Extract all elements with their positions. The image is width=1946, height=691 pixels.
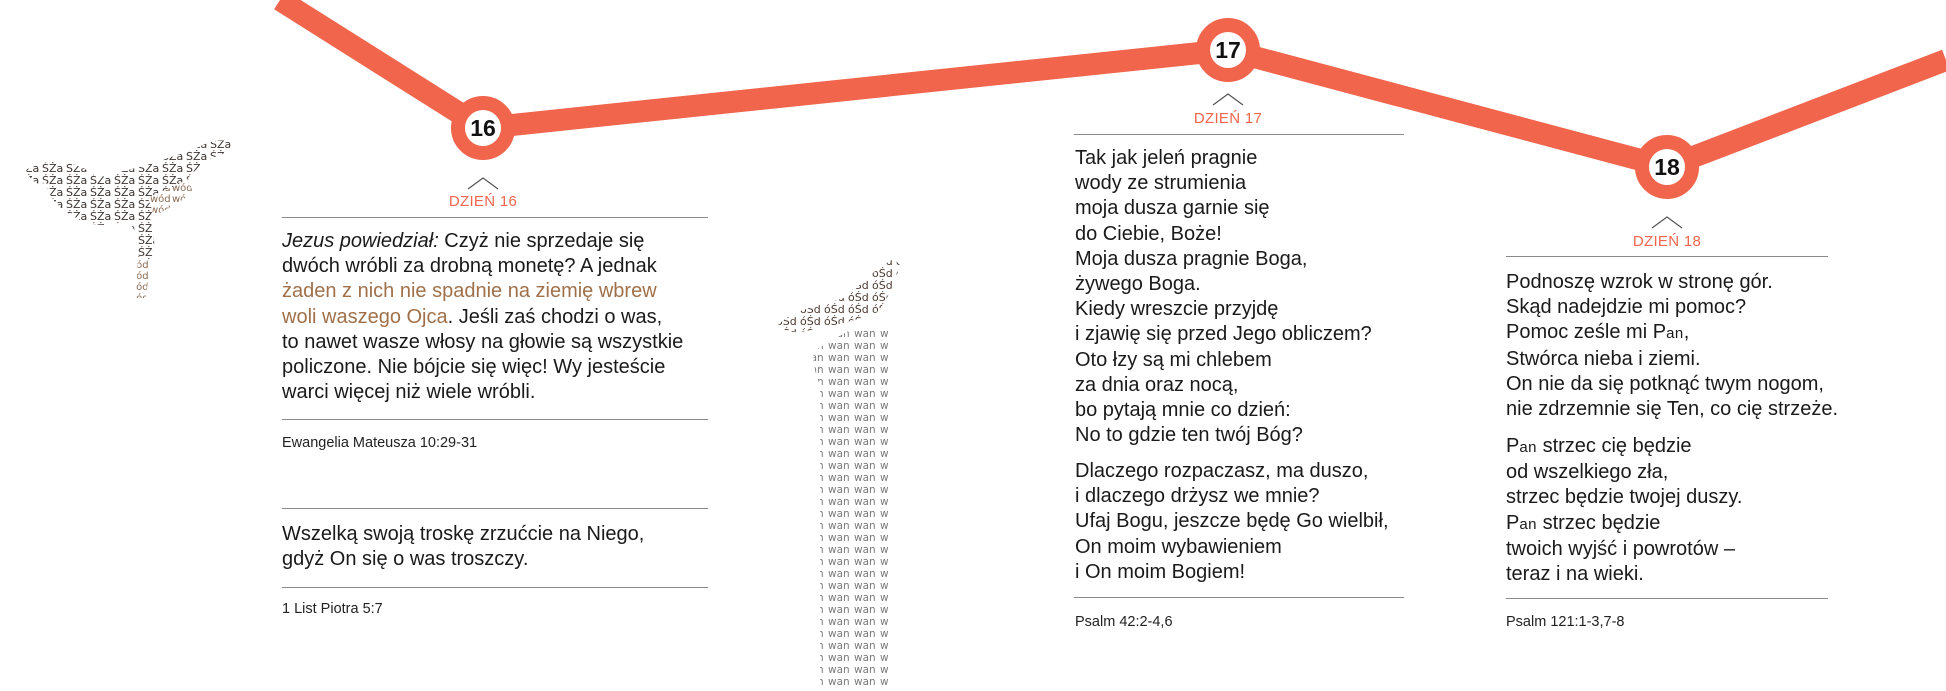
day-17-label: DZIEŃ 17 bbox=[1193, 110, 1263, 127]
divider bbox=[1074, 134, 1404, 135]
day-16-source-2: 1 List Piotra 5:7 bbox=[282, 601, 383, 617]
day-16-label: DZIEŃ 16 bbox=[448, 193, 518, 210]
divine-name-smallcaps: an bbox=[1519, 439, 1538, 456]
verse-text: , bbox=[1683, 321, 1690, 344]
verse-text: strzec cię będzie bbox=[1537, 435, 1692, 457]
verse-line bbox=[1506, 320, 1866, 346]
divine-name-smallcaps: an bbox=[1666, 325, 1684, 343]
divider bbox=[1074, 597, 1404, 598]
day-18-stanza-2 bbox=[1506, 434, 1866, 587]
day-18-marker bbox=[1635, 135, 1699, 199]
divider bbox=[1506, 598, 1828, 599]
verse-lines: Stwórca nieba i ziemi. On nie da się potknąć twym nogom, nie zdrzemnie się Ten, co cię strzeże. bbox=[1506, 347, 1839, 421]
day-16-number: 16 bbox=[470, 114, 496, 141]
caret-up-icon bbox=[1651, 215, 1683, 229]
day-18-source: Psalm 121:1-3,7-8 bbox=[1506, 614, 1625, 630]
day-16-passage-2: Wszelką swoją troskę zrzućcie na Niego, gdyż On się o was troszczy. bbox=[282, 523, 645, 571]
caret-up-icon bbox=[1212, 92, 1244, 106]
divine-name bbox=[1653, 321, 1684, 343]
passage-text: . Jeśli zaś chodzi o was, to nawet wasze włosy na głowie są wszystkie policzone. Nie bójcie się więc! Wy jesteście warci więcej niż wiele wróbli. bbox=[282, 305, 684, 404]
divider bbox=[1506, 256, 1828, 257]
day-18-label: DZIEŃ 18 bbox=[1632, 233, 1702, 250]
day-17-source: Psalm 42:2-4,6 bbox=[1075, 614, 1173, 630]
day-16-passage-1 bbox=[282, 229, 712, 405]
passage-text: Czyż nie sprzedaje się dwóch wróbli za drobną monetę? A jednak bbox=[282, 230, 657, 278]
divine-name-initial: P bbox=[1652, 321, 1667, 344]
day-17-stanza-1: Tak jak jeleń pragnie wody ze strumienia moja dusza garnie się do Ciebie, Boże! Moja dusza pragnie Boga, żywego Boga. Kiedy wreszcie przyjdę i zjawię się przed Jego obliczem? Oto łzy są mi chlebem za dnia oraz nocą, bo pytają mnie co dzień: No to gdzie ten twój Bóg? bbox=[1075, 147, 1372, 447]
day-18-number: 18 bbox=[1654, 153, 1680, 180]
verse-line bbox=[1506, 434, 1866, 460]
divider bbox=[282, 217, 708, 218]
verse-lines: od wszelkiego zła, strzec będzie twojej duszy. bbox=[1506, 461, 1743, 509]
day-16-source-1: Ewangelia Mateusza 10:29-31 bbox=[282, 435, 478, 451]
divine-name-smallcaps: an bbox=[1519, 515, 1538, 533]
divider bbox=[282, 587, 708, 588]
day-17-number: 17 bbox=[1215, 36, 1241, 63]
day-17-marker bbox=[1196, 18, 1260, 82]
divine-name-initial: P bbox=[1506, 435, 1520, 457]
day-18-stanza-1 bbox=[1506, 270, 1866, 422]
sparrow-illustration bbox=[18, 138, 248, 300]
verse-text: Pomoc ześle mi bbox=[1506, 321, 1653, 344]
passage-intro: Jezus powiedział: bbox=[282, 230, 439, 252]
day-16-marker bbox=[451, 96, 515, 160]
divider bbox=[282, 508, 708, 509]
verse-line: Skąd nadejdzie mi pomoc? bbox=[1506, 296, 1747, 319]
divider bbox=[282, 419, 708, 420]
divine-name-initial: P bbox=[1506, 511, 1520, 534]
verse-lines: twoich wyjść i powrotów – teraz i na wieki. bbox=[1506, 537, 1735, 586]
verse-line bbox=[1506, 511, 1866, 537]
caret-up-icon bbox=[467, 176, 499, 190]
passage-highlight: żaden z nich nie spadnie na ziemię wbrew woli waszego Ojca bbox=[282, 280, 657, 328]
sparrow-on-numeral-illustration bbox=[776, 255, 906, 691]
day-17-stanza-2: Dlaczego rozpaczasz, ma duszo, i dlaczego drżysz we mnie? Ufaj Bogu, jeszcze będę Go wielbił, On moim wybawieniem i On moim Bogiem! bbox=[1075, 460, 1389, 583]
verse-line: Podnoszę wzrok w stronę gór. bbox=[1506, 271, 1773, 293]
verse-text: strzec będzie bbox=[1537, 511, 1661, 534]
